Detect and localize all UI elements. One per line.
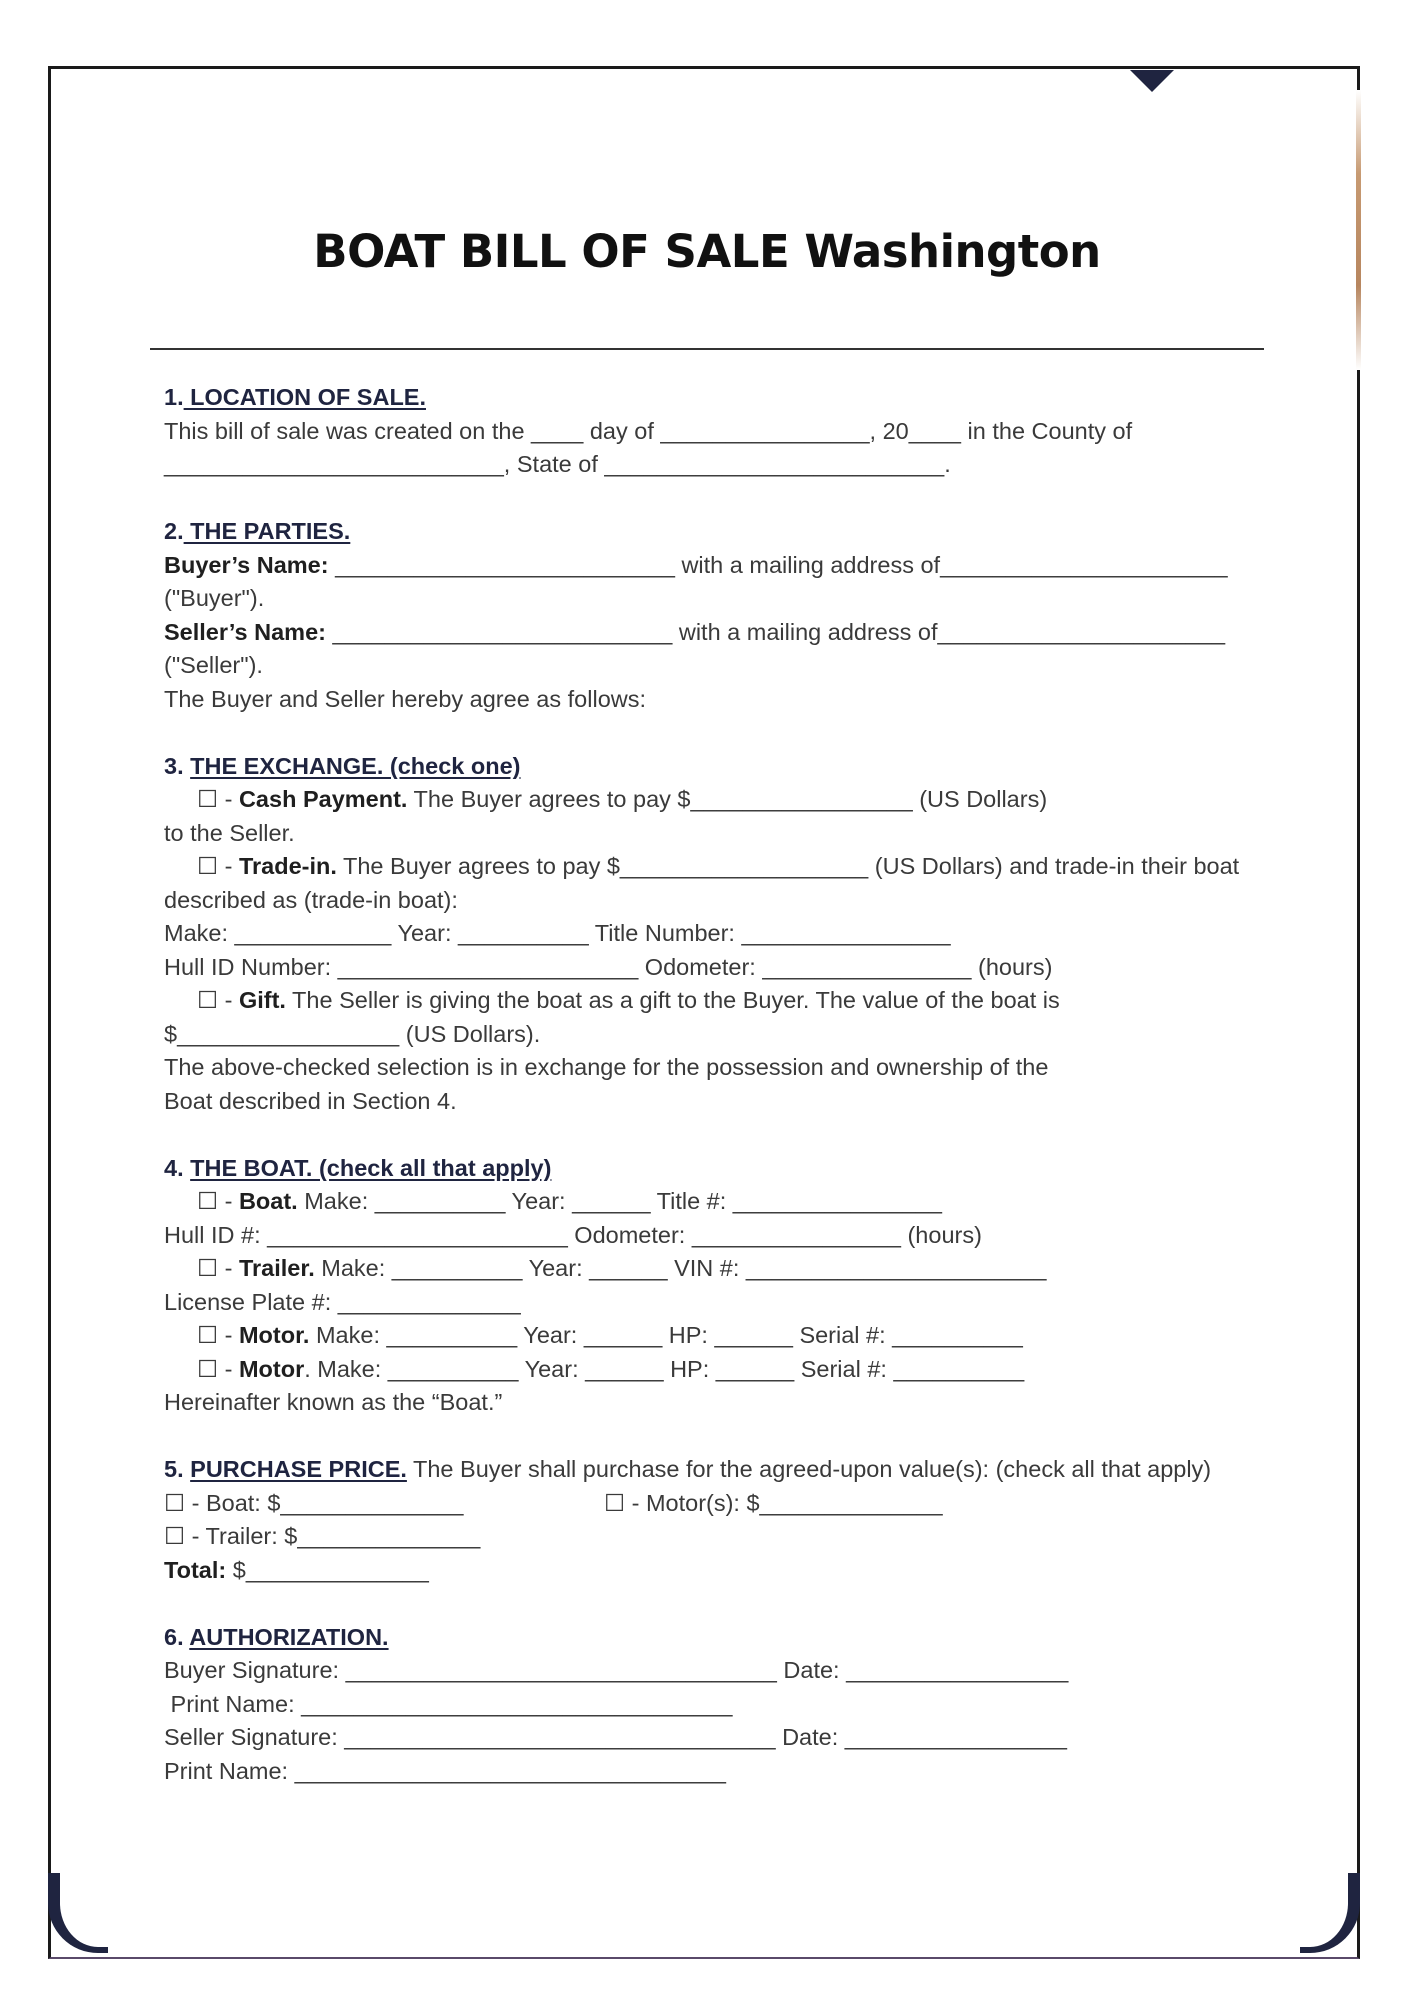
cash-payment-checkbox: ☐ - <box>197 786 239 812</box>
cash-payment-option: ☐ - Cash Payment. The Buyer agrees to pay $_________________ (US Dollars) <box>197 786 1048 812</box>
boat-cont: Hull ID #: _______________________ Odometer: ________________ (hours) <box>164 1221 982 1248</box>
price-trailer: ☐ - Trailer: $______________ <box>164 1523 481 1549</box>
seller-name-line: Seller’s Name: __________________________ with a mailing address of______________________ <box>164 618 1226 645</box>
motor-option-1: ☐ - Motor. Make: __________ Year: ______ HP: ______ Serial #: __________ <box>197 1322 1023 1348</box>
motor-1-checkbox: ☐ - <box>197 1322 239 1348</box>
document-body <box>164 381 1284 1788</box>
boat-option: ☐ - Boat. Make: __________ Year: ______ Title #: ________________ <box>197 1188 942 1214</box>
trade-in-make-line: Make: ____________ Year: __________ Title Number: ________________ <box>164 920 951 946</box>
section-2-heading: 2. THE PARTIES. <box>164 518 351 544</box>
section-1-line-1: This bill of sale was created on the ____ day of ________________, 20____ in the County of <box>164 417 1133 444</box>
motor-2-checkbox: ☐ - <box>197 1355 239 1382</box>
buyer-name-line: Buyer’s Name: __________________________ with a mailing address of______________________ <box>164 551 1228 578</box>
gift-checkbox: ☐ - <box>197 987 239 1013</box>
exchange-note-1: The above-checked selection is in exchange for the possession and ownership of the <box>164 1054 1049 1080</box>
seller-print-name-line: Print Name: _________________________________ <box>164 1757 726 1784</box>
title-divider <box>150 348 1264 350</box>
cash-payment-cont: to the Seller. <box>164 819 295 846</box>
buyer-signature-line: Buyer Signature: _________________________________ Date: _________________ <box>164 1657 1069 1683</box>
trailer-cont: License Plate #: ______________ <box>164 1288 521 1315</box>
section-4-heading: 4. THE BOAT. (check all that apply) <box>164 1154 552 1181</box>
price-motors: ☐ - Motor(s): $______________ <box>604 1489 943 1516</box>
section-6-heading: 6. AUTHORIZATION. <box>164 1623 389 1650</box>
buyer-print-name-line: Print Name: _________________________________ <box>164 1690 733 1717</box>
frame-notch-decoration <box>1130 70 1174 92</box>
section-5-heading: 5. PURCHASE PRICE. The Buyer shall purchase for the agreed-upon value(s): (check all that apply) <box>164 1456 1212 1482</box>
trade-in-hull-line: Hull ID Number: _______________________ Odometer: ________________ (hours) <box>164 953 1053 980</box>
section-1-line-2: __________________________, State of __________________________. <box>164 451 951 477</box>
section-3-heading: 3. THE EXCHANGE. (check one) <box>164 752 521 779</box>
gift-option: ☐ - Gift. The Seller is giving the boat as a gift to the Buyer. The value of the boat is <box>197 987 1060 1013</box>
buyer-suffix: ("Buyer"). <box>164 585 265 611</box>
gift-cont: $_________________ (US Dollars). <box>164 1020 541 1047</box>
price-boat: ☐ - Boat: $______________ <box>164 1489 464 1516</box>
seller-signature-line: Seller Signature: _________________________________ Date: _________________ <box>164 1724 1067 1750</box>
exchange-note-2: Boat described in Section 4. <box>164 1087 457 1114</box>
price-row-boat-motors <box>164 1487 1284 1521</box>
seller-suffix: ("Seller"). <box>164 652 263 678</box>
document-title: BOAT BILL OF SALE Washington <box>313 225 1101 278</box>
trade-in-option: ☐ - Trade-in. The Buyer agrees to pay $___________________ (US Dollars) and trade-in their boat <box>197 853 1240 879</box>
hereinafter-note: Hereinafter known as the “Boat.” <box>164 1389 503 1415</box>
section-1-heading: 1. LOCATION OF SALE. <box>164 384 426 410</box>
trade-in-checkbox: ☐ - <box>197 853 239 879</box>
trailer-checkbox: ☐ - <box>197 1255 239 1281</box>
parties-agreement: The Buyer and Seller hereby agree as follows: <box>164 685 647 712</box>
trade-in-cont: described as (trade-in boat): <box>164 886 458 913</box>
price-total: Total: $______________ <box>164 1556 429 1583</box>
motor-option-2: ☐ - Motor. Make: __________ Year: ______ HP: ______ Serial #: __________ <box>197 1355 1025 1382</box>
boat-checkbox: ☐ - <box>197 1188 239 1214</box>
trailer-option: ☐ - Trailer. Make: __________ Year: ______ VIN #: _______________________ <box>197 1255 1047 1281</box>
